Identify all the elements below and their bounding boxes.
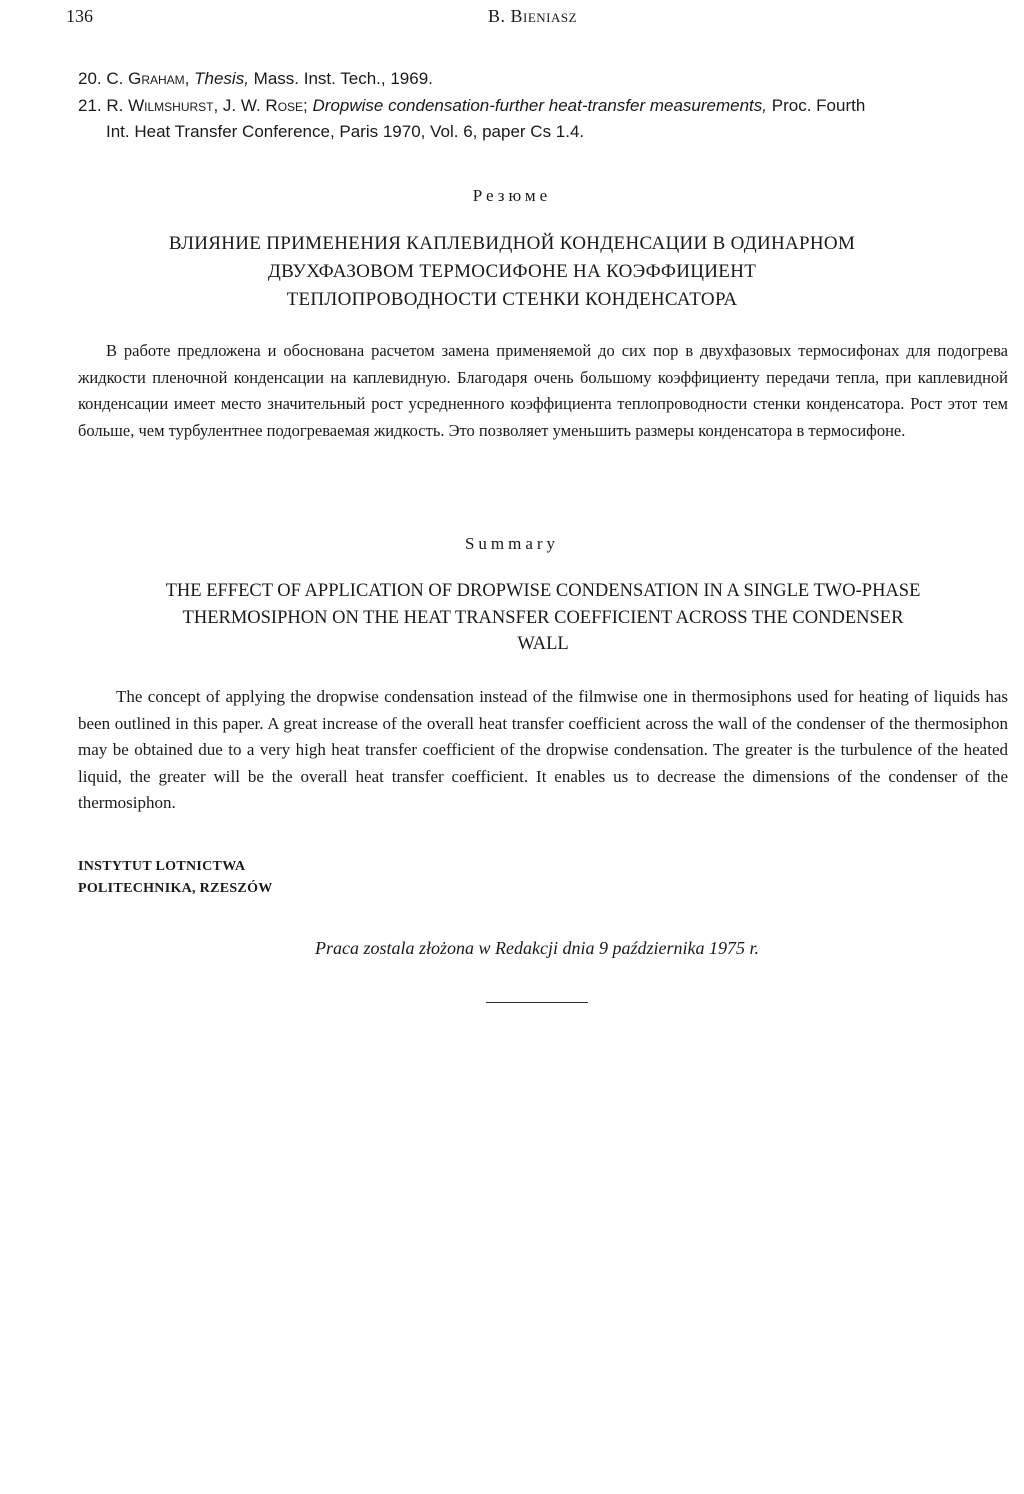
- resume-body: [78, 338, 1008, 444]
- end-rule: [486, 1002, 588, 1003]
- reference-title: Dropwise condensation-further heat-transfer measurements,: [312, 96, 768, 115]
- resume-title-line: ВЛИЯНИЕ ПРИМЕНЕНИЯ КАПЛЕВИДНОЙ КОНДЕНСАЦИИ В ОДИНАРНОМ: [168, 233, 856, 254]
- summary-body: [78, 684, 1008, 817]
- reference-title: Thesis,: [194, 69, 249, 88]
- summary-paragraph: The concept of applying the dropwise condensation instead of the filmwise one in thermosiphons used for heating of liquids has been outlined in this paper. A great increase of the overall heat transfer coefficient across the wall of the condenser of the thermosiphon may be obtained due to a very high heat transfer coefficient of the dropwise condensation. The greater is the turbulence of the heated liquid, the greater will be the overall heat transfer coefficient. It enables us to decrease the dimensions of the condenser of the thermosiphon.: [78, 687, 1008, 812]
- affiliation-institute: INSTYTUT LOTNICTWA: [78, 859, 246, 874]
- page-number: 136: [66, 6, 93, 26]
- summary-title-line: THE EFFECT OF APPLICATION OF DROPWISE CONDENSATION IN A SINGLE TWO-PHASE: [165, 581, 921, 601]
- summary-heading: Summary: [464, 534, 560, 553]
- reference-number: 20.: [78, 69, 102, 88]
- reference-21: [78, 93, 1008, 119]
- affiliation-university: POLITECHNIKA, RZESZÓW: [78, 881, 273, 896]
- reference-number: 21.: [78, 96, 102, 115]
- summary-title-line: THERMOSIPHON ON THE HEAT TRANSFER COEFFICIENT ACROSS THE CONDENSER: [182, 607, 904, 628]
- affiliation: [78, 856, 273, 900]
- resume-title-line: ДВУХФАЗОВОМ ТЕРМОСИФОНЕ НА КОЭФФИЦИЕНТ: [267, 261, 757, 282]
- resume-title: [0, 230, 1024, 314]
- resume-title-line: ТЕПЛОПРОВОДНОСТИ СТЕНКИ КОНДЕНСАТОРА: [286, 289, 738, 310]
- summary-title: [78, 578, 1008, 658]
- reference-author: R. Wilmshurst, J. W. Rose;: [106, 96, 308, 115]
- resume-paragraph: В работе предложена и обоснована расчетом замена применяемой до сих пор в двухфазовых термосифонах для подогрева жидкости пленочной конденсации на каплевидную. Благодаря очень большому коэффициенту передачи тепла, при каплевидной конденсации имеет место значительный рост усредненного коэффициента теплопроводности стенки конденсатора. Рост этот тем больше, чем турбулентнее подогреваемая жидкость. Это позволяет уменьшить размеры конденсатора в термосифоне.: [78, 341, 1008, 440]
- resume-heading: Резюме: [472, 186, 552, 205]
- reference-author: C. Graham,: [106, 69, 190, 88]
- reference-source: Proc. Fourth: [771, 96, 866, 115]
- reference-source: Mass. Inst. Tech., 1969.: [253, 69, 433, 88]
- reference-21-continuation: Int. Heat Transfer Conference, Paris 1970, Vol. 6, paper Cs 1.4.: [106, 122, 585, 141]
- summary-title-line: WALL: [517, 634, 569, 654]
- running-title: B. Bieniasz: [488, 6, 578, 26]
- reference-20: [78, 66, 1008, 92]
- submission-dateline: Praca zostala złożona w Redakcji dnia 9 października 1975 r.: [315, 938, 759, 958]
